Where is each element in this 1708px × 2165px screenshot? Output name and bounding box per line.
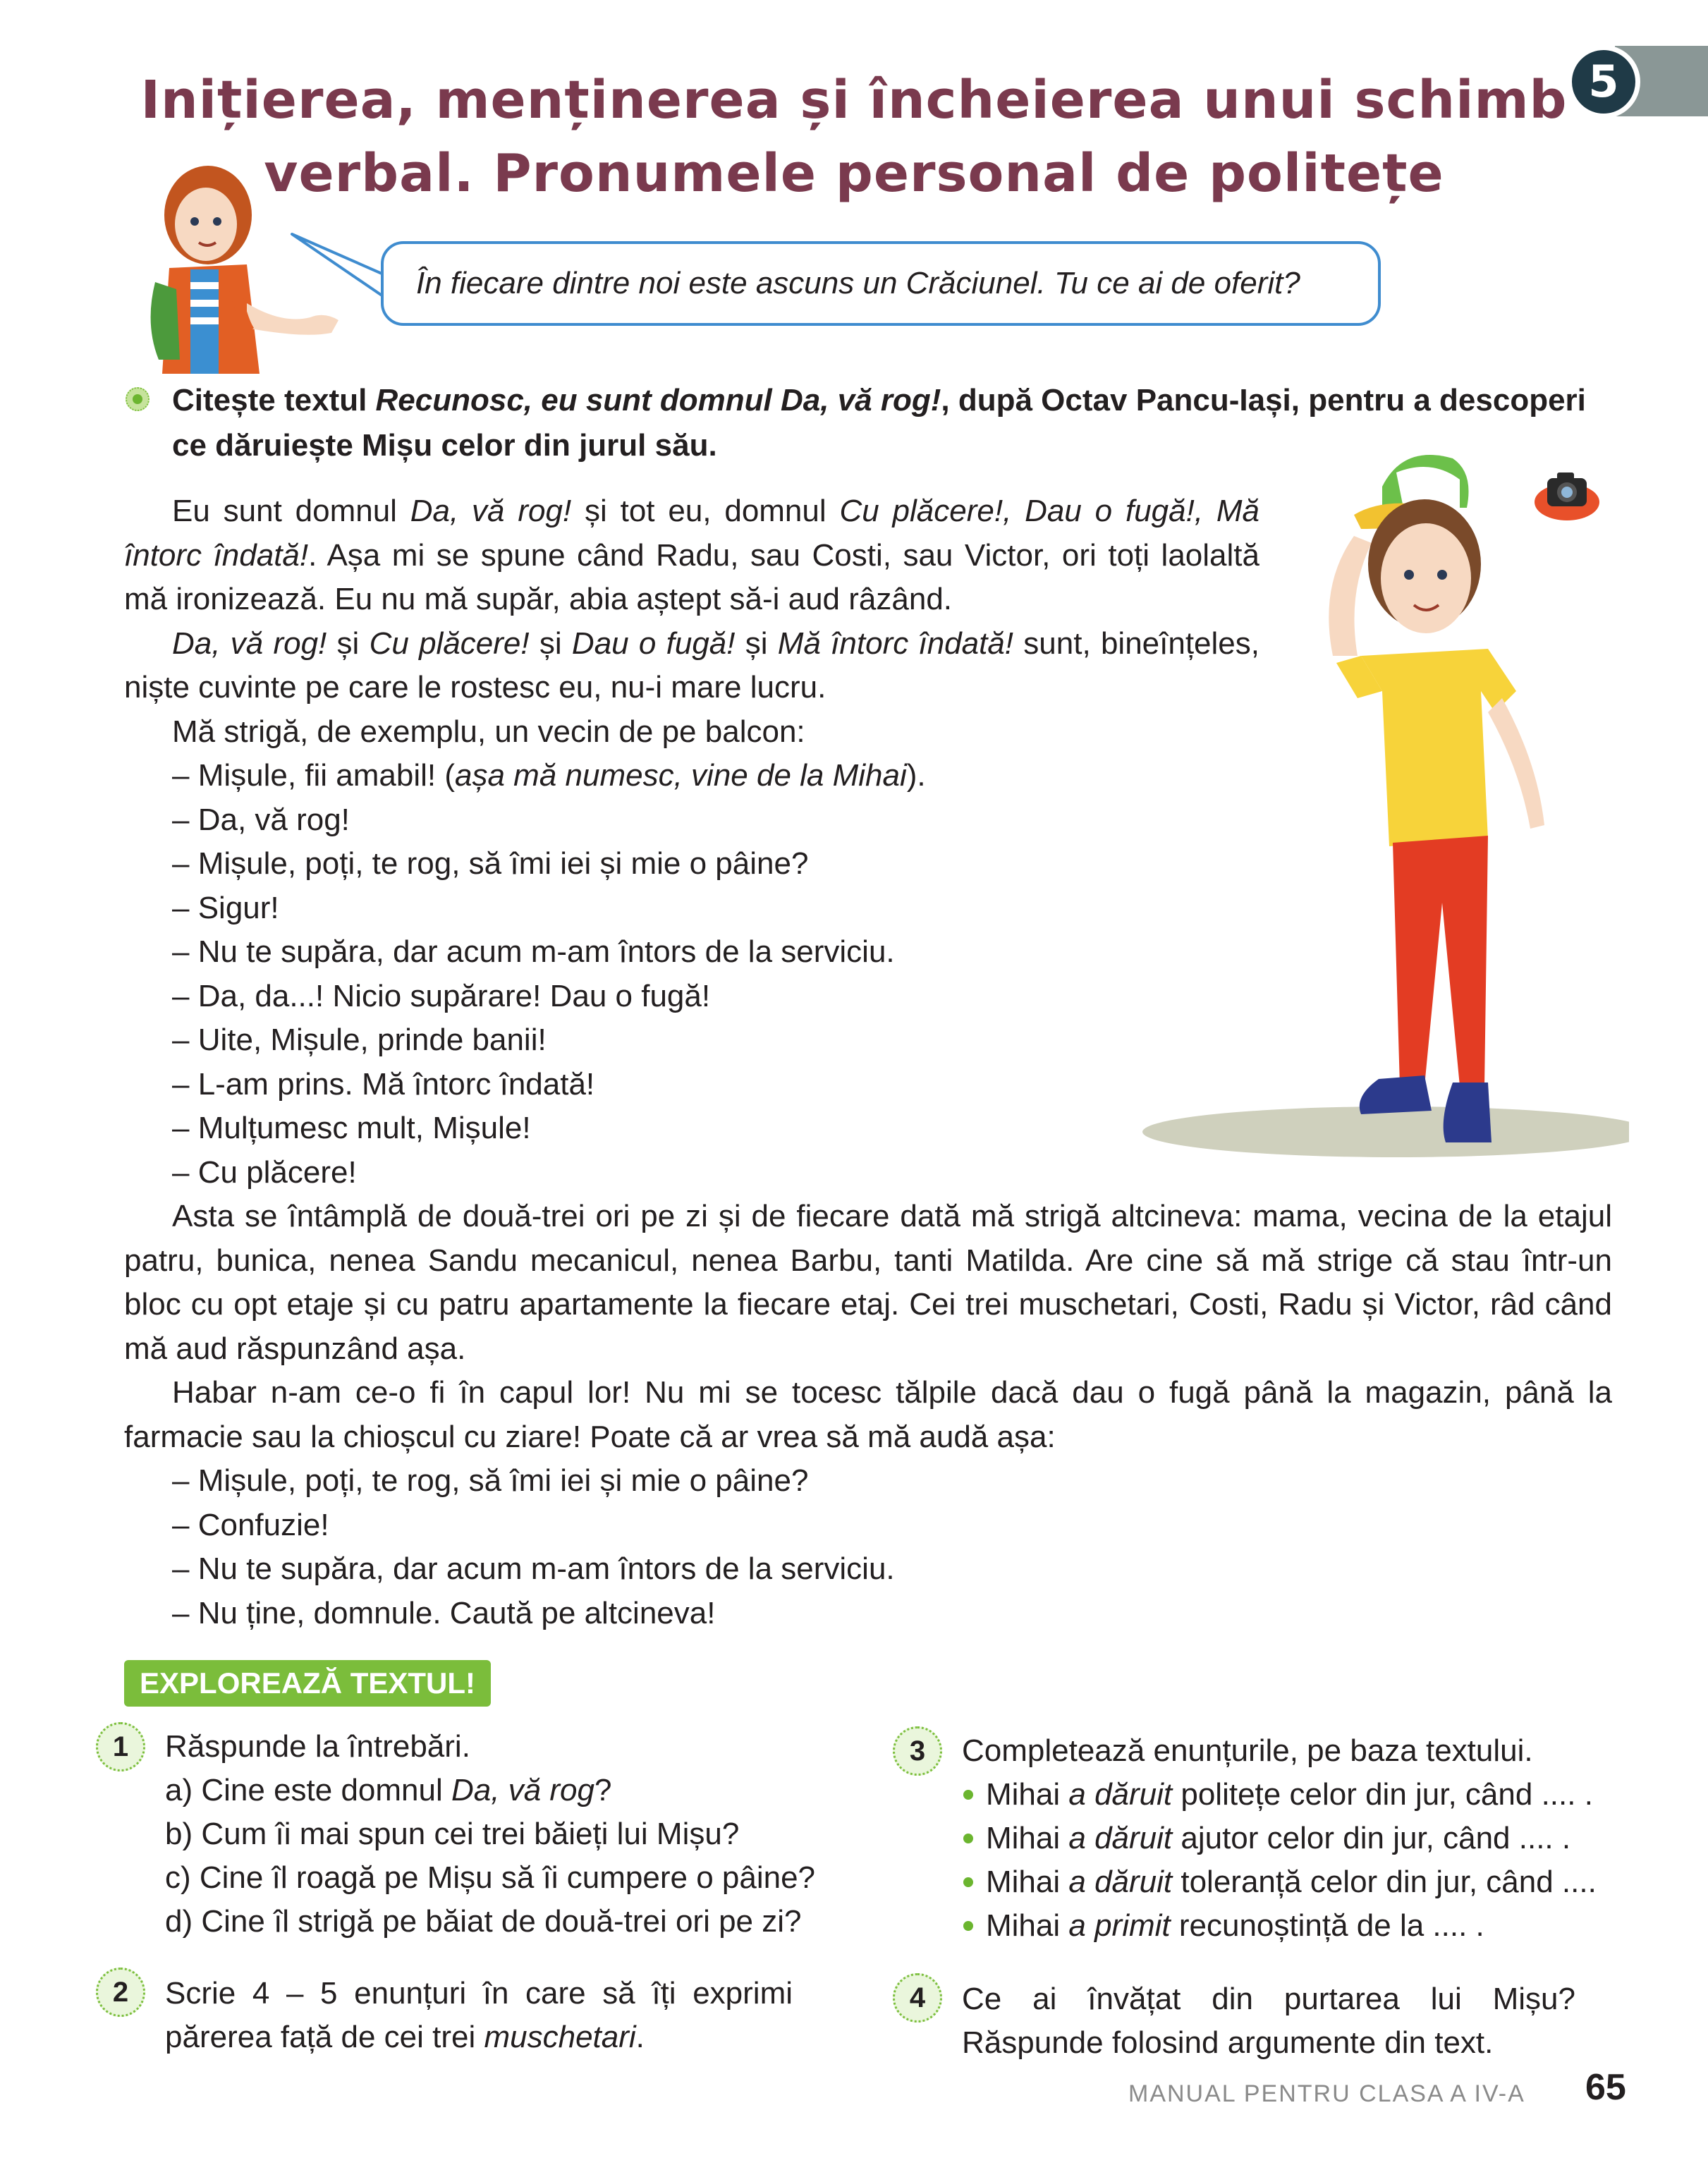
story-text-part2 bbox=[124, 1195, 1612, 1635]
speech-bubble: În fiecare dintre noi este ascuns un Crăciunel. Tu ce ai de oferit? bbox=[381, 241, 1381, 326]
dialogue-line: – Sigur! bbox=[172, 890, 279, 925]
dialogue-line: – Uite, Mișule, prinde banii! bbox=[172, 1023, 547, 1057]
completion-item: Mihai a dăruit toleranță celor din jur, când .... bbox=[962, 1860, 1653, 1904]
bullet-icon bbox=[126, 387, 150, 411]
exercise-1-prompt: Răspunde la întrebări. bbox=[165, 1729, 470, 1764]
dialogue-line: – Nu ține, domnule. Caută pe altcineva! bbox=[172, 1595, 716, 1630]
exercise-3-prompt: Completează enunțurile, pe baza textului. bbox=[962, 1733, 1533, 1768]
dialogue-line: – Cu plăcere! bbox=[172, 1154, 357, 1190]
exercise-4-line1: Ce ai învățat din purtarea lui Mișu? bbox=[962, 1982, 1575, 2016]
footer-label: MANUAL PENTRU CLASA A IV-A bbox=[1128, 2080, 1525, 2107]
dialogue-line: – Da, da...! Nicio supărare! Dau o fugă! bbox=[172, 978, 711, 1013]
exercise-2-number: 2 bbox=[96, 1968, 145, 2017]
exercise-4-line2: Răspunde folosind argumente din text. bbox=[962, 2025, 1494, 2060]
exercise-1 bbox=[165, 1725, 870, 1944]
page-title-line1: Inițierea, menținerea și încheierea unui schimb bbox=[140, 70, 1568, 130]
question-a: a) Cine este domnul Da, vă rog? bbox=[165, 1773, 612, 1807]
dialogue-line: – Nu te supăra, dar acum m-am întors de la serviciu. bbox=[172, 934, 895, 969]
exercise-1-number: 1 bbox=[96, 1722, 145, 1771]
story-paragraph: Asta se întâmplă de două-trei ori pe zi și de fiecare dată mă strigă altcineva: mama, vecina de la etajul patru, bunica, nenea Sandu mecanicul, nenea Barbu, tanti Matilda. Are cine să mă strige că stau într-un bloc cu opt etaje și cu patru apartamente la fiecare etaj. Cei trei muschetari, Costi, Radu și Victor, râd când mă aud răspunzând așa. bbox=[124, 1199, 1612, 1366]
exercise-2 bbox=[165, 1972, 793, 2059]
explore-section-header: EXPLOREAZĂ TEXTUL! bbox=[124, 1660, 491, 1707]
question-b: b) Cum îi mai spun cei trei băieți lui Mișu? bbox=[165, 1817, 740, 1851]
dialogue-line: – Confuzie! bbox=[172, 1507, 329, 1542]
story-paragraph: Eu sunt domnul Da, vă rog! și tot eu, domnul Cu plăcere!, Dau o fugă!, Mă întorc îndată!. Așa mi se spune când Radu, sau Costi, sau Victor, ori toți laolaltă mă ironizează. Eu nu mă supăr, abia aștept să-i aud râzând. bbox=[124, 494, 1260, 616]
completion-item: Mihai a primit recunoștință de la .... . bbox=[962, 1904, 1653, 1948]
exercise-3-number: 3 bbox=[893, 1726, 942, 1776]
dialogue-line: – L-am prins. Mă întorc îndată! bbox=[172, 1066, 595, 1102]
story-paragraph: Da, vă rog! și Cu plăcere! și Dau o fugă! și Mă întorc îndată! sunt, bineînțeles, niște cuvinte pe care le rostesc eu, nu-i mare lucru. bbox=[124, 626, 1260, 705]
story-text-part1 bbox=[124, 489, 1259, 1195]
exercise-4-number: 4 bbox=[893, 1973, 942, 2023]
unit-number-badge: 5 bbox=[1567, 45, 1640, 118]
page-number: 65 bbox=[1585, 2067, 1626, 2108]
story-paragraph: Habar n-am ce-o fi în capul lor! Nu mi se tocesc tălpile dacă dau o fugă până la magazin, până la farmacie sau la chioșcul cu ziare! Poate că ar vrea să mă audă așa: bbox=[124, 1375, 1612, 1454]
dialogue-line: – Mișule, fii amabil! (așa mă numesc, vine de la Mihai). bbox=[172, 758, 926, 793]
dialogue-line: – Mișule, poți, te rog, să îmi iei și mie o pâine? bbox=[172, 1463, 809, 1498]
question-d: d) Cine îl strigă pe băiat de două-trei ori pe zi? bbox=[165, 1904, 802, 1939]
story-paragraph: Mă strigă, de exemplu, un vecin de pe balcon: bbox=[172, 714, 805, 749]
dialogue-line: – Nu te supăra, dar acum m-am întors de la serviciu. bbox=[172, 1551, 895, 1586]
dialogue-line: – Mulțumesc mult, Mișule! bbox=[172, 1111, 531, 1145]
exercise-2-line2: părerea față de cei trei muschetari. bbox=[165, 2020, 645, 2054]
bubble-tail bbox=[289, 230, 388, 307]
exercise-3 bbox=[962, 1729, 1653, 1948]
reading-instruction: Citește textul Recunosc, eu sunt domnul Da, vă rog!, după Octav Pancu-Iași, pentru a descoperi ce dăruiește Mișu celor din jurul său. bbox=[172, 383, 1586, 463]
exercise-2-line1: Scrie 4 – 5 enunțuri în care să îți exprimi bbox=[165, 1976, 793, 2011]
completion-item: Mihai a dăruit ajutor celor din jur, când .... . bbox=[962, 1817, 1653, 1860]
completion-item: Mihai a dăruit politețe celor din jur, când .... . bbox=[962, 1773, 1653, 1817]
dialogue-line: – Mișule, poți, te rog, să îmi iei și mie o pâine? bbox=[172, 846, 809, 881]
exercise-4 bbox=[962, 1977, 1575, 2065]
dialogue-line: – Da, vă rog! bbox=[172, 802, 350, 837]
page-title-line2: verbal. Pronumele personal de politețe bbox=[264, 143, 1444, 204]
question-c: c) Cine îl roagă pe Mișu să îi cumpere o pâine? bbox=[165, 1860, 816, 1895]
